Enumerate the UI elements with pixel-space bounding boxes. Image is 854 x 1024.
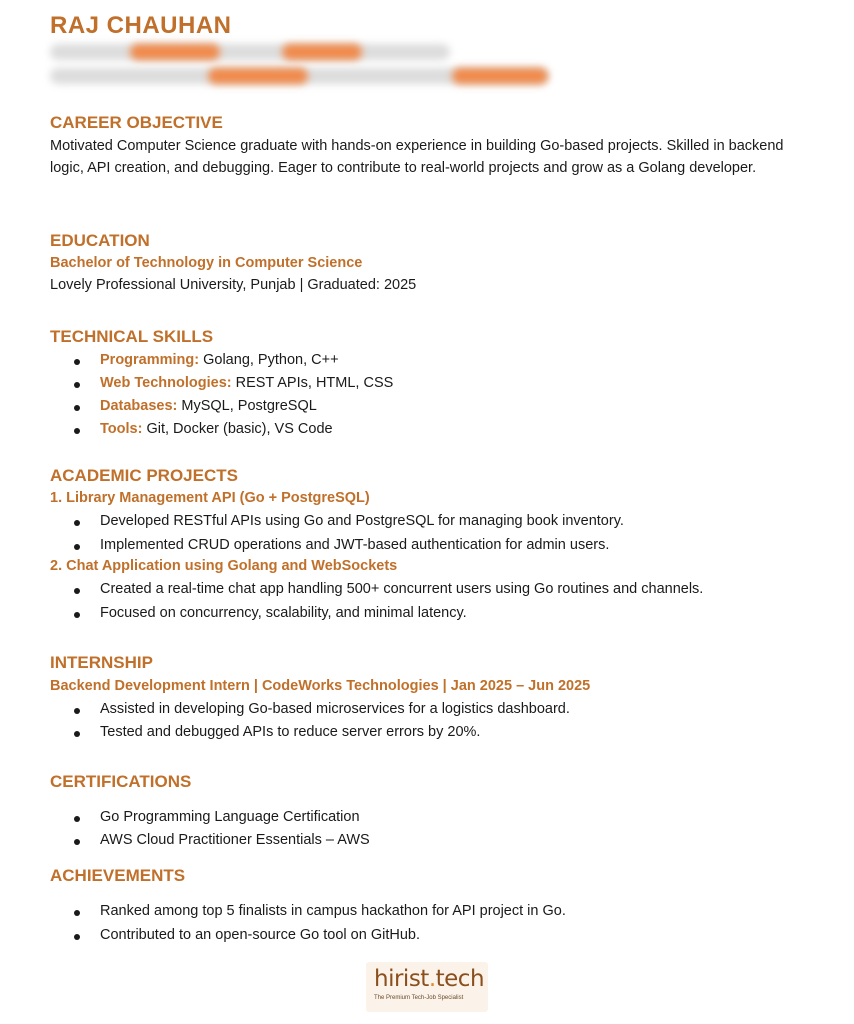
project-title-2: 2. Chat Application using Golang and WebSockets <box>50 558 398 574</box>
certifications-heading: CERTIFICATIONS <box>50 772 192 791</box>
education-degree: Bachelor of Technology in Computer Science <box>50 255 363 271</box>
bullet-dot <box>74 428 80 434</box>
bullet-dot <box>74 359 80 365</box>
bullet-dot <box>74 612 80 618</box>
candidate-name: RAJ CHAUHAN <box>50 12 232 39</box>
internship-heading: INTERNSHIP <box>50 653 153 672</box>
bullet-dot <box>74 910 80 916</box>
hirist-tech-logo <box>366 962 488 1012</box>
education-detail: Lovely Professional University, Punjab | Graduated: 2025 <box>50 277 417 293</box>
bullet-dot <box>74 839 80 845</box>
bullet-dot <box>74 405 80 411</box>
achievements-heading: ACHIEVEMENTS <box>50 866 186 885</box>
skills-heading: TECHNICAL SKILLS <box>50 327 214 346</box>
objective-heading: CAREER OBJECTIVE <box>50 113 223 132</box>
bullet-dot <box>74 934 80 940</box>
internship-role: Backend Development Intern | CodeWorks Technologies | Jan 2025 – Jun 2025 <box>50 678 591 694</box>
logo-wordmark: hirist.tech <box>374 966 485 992</box>
logo-tagline: The Premium Tech-Job Specialist <box>374 995 464 1001</box>
projects-heading: ACADEMIC PROJECTS <box>50 466 238 485</box>
resume-page: RAJ CHAUHAN CAREER OBJECTIVE Motivated Computer Science graduate with hands-on experience in building Go-based projects. Skilled in backend logic, API creation, and debugging. Eager to contribute to real-world projects and grow as a Golang developer. EDUCATION Bachelor of Technology in Computer Science Lovely Professional University, Punjab | Graduated: 2025 TECHNICAL SKILLS Programming: Golang, Python, C++ Web Technologies: REST APIs, HTML, CSS Databases: MySQL, PostgreSQL Tools: Git, Docker (basic), VS Code ACADEMIC PROJECTS 1. Library Management API (Go + PostgreSQL) Developed RESTful APIs using Go and PostgreSQL for managing book inventory. Implemented CRUD operations and JWT-based authentication for admin users. 2. Chat Application using Golang and WebSockets Created a real-time chat app handling 500+ concurrent users using Go routines and channels. Focused on concurrency, scalability, and minimal latency. INTERNSHIP Backend Development Intern | CodeWorks Technologies | Jan 2025 – Jun 2025 Assisted in developing Go-based microservices for a logistics dashboard. Tested and debugged APIs to reduce server errors by 20%. CERTIFICATIONS Go Programming Language Certification AWS Cloud Practitioner Essentials – AWS ACHIEVEMENTS Ranked among top 5 finalists in campus hackathon for API project in Go. Contributed to an open-source Go tool on GitHub. hirist.tech The Premium Tech-Job Specialist <box>0 0 854 1024</box>
bullet-dot <box>74 382 80 388</box>
objective-text: Motivated Computer Science graduate with hands-on experience in building Go-based projects. Skilled in backend logic, API creation, and debugging. Eager to contribute to real-world projects and grow as a Golang developer. <box>50 138 784 176</box>
bullet-dot <box>74 731 80 737</box>
bullet-dot <box>74 708 80 714</box>
bullet-dot <box>74 588 80 594</box>
education-heading: EDUCATION <box>50 231 150 250</box>
bullet-dot <box>74 520 80 526</box>
project-title-1: 1. Library Management API (Go + PostgreSQL) <box>50 490 370 506</box>
bullet-dot <box>74 816 80 822</box>
bullet-dot <box>74 544 80 550</box>
